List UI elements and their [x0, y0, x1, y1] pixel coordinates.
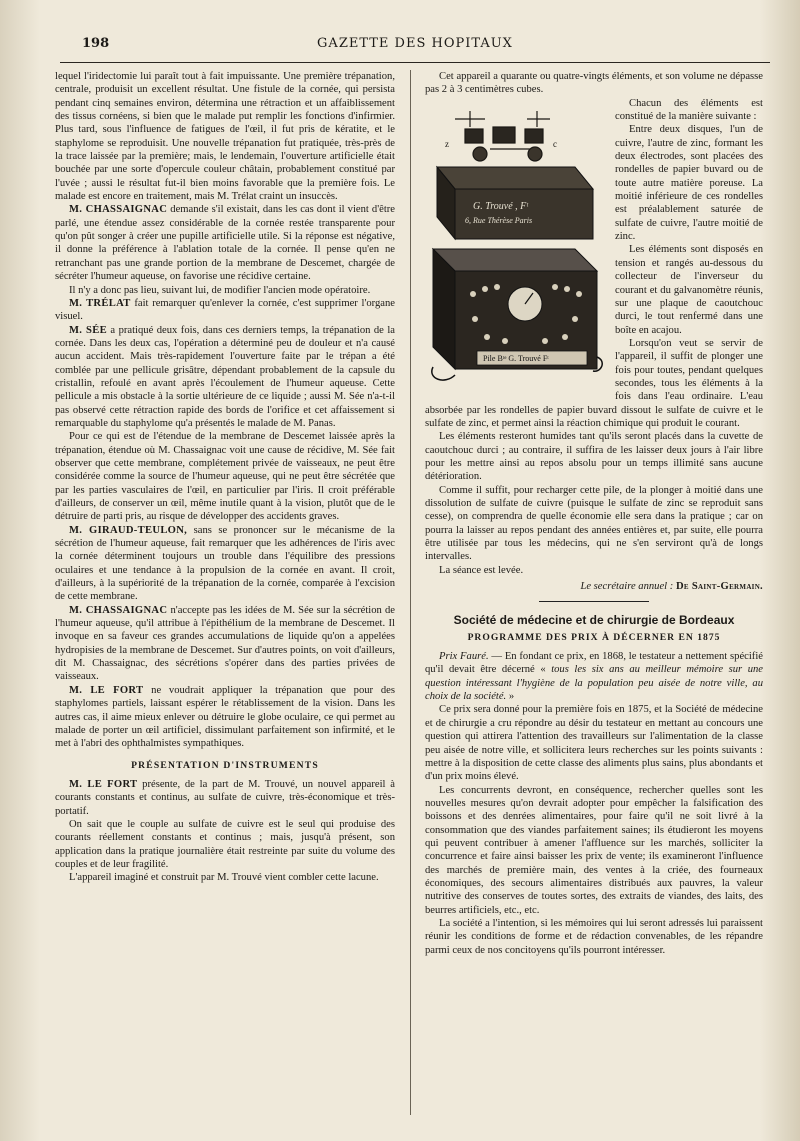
paragraph: Les concurrents devront, en conséquence, rechercher quelles sont les nouvelles mesures qu'on devrait adopter pour empêcher la falsification des boissons et des denrées alimentaires, pour faire qu'il ne soit livré à la consommation que des viandes parfaitement saines; ils étudieront les moyens qui peuvent contribuer à amener l'affluence sur les marchés, solliciter la concurrence et faire ainsi baisser les prix de vente; ils examineront l'influence des marchés de première main, des ventes à la criée, des fourneaux économiques, des secours alimentaires distribués aux pauvres, la valeur nutritive des conserves de toutes sortes, des extraits de viandes, des laits, des beurres artificiels, etc., etc. — [425, 784, 763, 916]
paragraph: Les éléments sont disposés en tension et rangés au-dessous du collecteur de l'inverseur du courant et du galvanomètre réunis, sur une plaque de caoutchouc durci, le tout renfermé dans une boîte en acajou. — [615, 244, 763, 336]
separator-rule — [539, 601, 649, 604]
paragraph: Pour ce qui est de l'étendue de la membrane de Descemet laissée après la trépanation, étendue où M. Chassaignac voit une cause de récidive, M. Sée fait observer que cette membrane, complétement privée de vaisseaux, ne peut être considérée comme la source de l'humeur aqueuse, qui ne peut être sécrétée que par les parties vasculaires de l'œil, en particulier par l'iris. Il croit préférable d'ailleurs, de conserver un œil, même inutile quant à la vision, plutôt que de le détruire de parti pris, au risque de développer des accidents graves. — [55, 431, 395, 523]
paragraph-text: » — [506, 691, 515, 703]
paragraph-text: n'accepte pas les idées de M. Sée sur la sécrétion de l'humeur aqueuse, qu'il attribue à l'épithélium de la membrane de Descemet. Il invoque en sa faveur ces grandes accumulations de liquide qu'on a appelées hydropisies de la membrane de Descemet. Sur d'autres points, on voit d'ailleurs, dit M. Chassaignac, des sécrétions s'opérer dans des parties privées de vaisseaux. — [55, 604, 395, 683]
page-header — [60, 28, 770, 63]
paragraph-text: sans se prononcer sur le mécanisme de la sécrétion de l'humeur aqueuse, fait remarquer que les adhérences de l'iris avec la cornée déterminent toujours un trouble dans l'équilibre des pressions oculaires et une tendance à la propulsion de la cornée en avant. Il croit, d'ailleurs, à la supériorité de la trépanation de la cornée, comparée à l'excision de cette membrane. — [55, 524, 395, 603]
speaker-name: M. CHASSAIGNAC — [69, 604, 168, 616]
paragraph: lequel l'iridectomie lui paraît tout à fait impuissante. Une première trépanation, centrale, produisit un excellent résultat. Une fistule de la cornée, qui persista pendant cinq semaines environ, détermina une rétraction et un affaiblissement des tissus cornéens, si bien que le malade put remplir les fonctions d'infirmier. Plus tard, sous l'influence de fatigues de l'œil, il fut pris de kératite, et le staphylome se reproduisit. Une nouvelle trépanation fut pratiquée, très-près de la trace laissée par la première; mais, le lendemain, l'ouverture artificielle était bouchée par une sorte d'opercule couleur châtain, probablement constitué par l'uvée ; aussi le résultat fut-il bien moins favorable que la première fois. Le malade est encore en traitement, mais M. Trélat craint un insuccès. — [55, 71, 395, 203]
page-number: 198 — [82, 36, 110, 51]
svg-text:c: c — [553, 138, 557, 149]
paragraph-text: — En fondant ce prix, en 1868, le testateur a nettement spécifié qu'il devait être décerné « — [425, 651, 763, 676]
signature-label: Le secrétaire annuel : — [580, 581, 676, 593]
paragraph-text: a pratiqué deux fois, dans ces derniers temps, la trépanation de la cornée. Dans les deux cas, l'opération a déterminé peu de douleur et n'a causé aucun accident. Mais très-rapidement l'ouverture faite par le trépan a été comblée par une pellicule grisâtre, dépendant probablement de la capsule du cristallin, refoulé en avant après l'écoulement de l'humeur aqueuse. Cette pellicule a mis obstacle à la sortie ultérieure de ce liquide ; aussi M. Sée n'a-t-il pas observé cette rétraction rapide des bords de l'orifice et cet affaissement si remarquable du staphylome qu'a présentés le malade de M. Panas. — [55, 324, 395, 429]
paragraph: Cet appareil a quarante ou quatre-vingts éléments, et son volume ne dépasse pas 2 à 3 centimètres cubes. — [425, 71, 763, 96]
speaker-name: M. SÉE — [69, 324, 107, 336]
left-column — [55, 70, 395, 885]
speaker-name: M. LE FORT — [69, 778, 138, 790]
paragraph-text: fait remarquer qu'enlever la cornée, c'est supprimer l'organe visuel. — [55, 297, 395, 323]
paragraph-text: ne voudrait appliquer la trépanation que pour des staphylomes partiels, laissant espérer le rétablissement de la vision. Dans les autres cas, il aime mieux enlever ou détruire le globe oculaire, ce qui permet au malade de porter un œil artificiel, dissimulant parfaitement son infirmité, et le met à l'abri des ophthalmistes sympathiques. — [55, 684, 395, 750]
battery-engraving — [425, 99, 607, 389]
society-title: Société de médecine et de chirurgie de Bordeaux — [453, 613, 735, 628]
paragraph — [55, 524, 395, 604]
paragraph — [55, 778, 395, 818]
paragraph — [55, 604, 395, 684]
speaker-name: M. CHASSAIGNAC — [69, 204, 168, 216]
paragraph: La séance est levée. — [439, 564, 524, 576]
paragraph: Il n'y a donc pas lieu, suivant lui, de modifier l'ancien mode opératoire. — [69, 284, 371, 296]
paragraph: Chacun des éléments est constitué de la manière suivante : — [615, 97, 763, 123]
paragraph — [425, 650, 763, 703]
running-title: GAZETTE DES HOPITAUX — [317, 36, 513, 51]
paragraph: L'appareil imaginé et construit par M. Trouvé vient combler cette lacune. — [69, 872, 379, 884]
paragraph — [55, 203, 395, 283]
paragraph-text: demande s'il existait, dans les cas dont il vient d'être parlé, une étendue assez considérable de la cornée restée transparente pour qu'on pût songer à créer une pupille artificielle utile. Si la réponse est négative, il donne la préférence à l'ablation totale de la cornée. Il pense qu'en ne retranchant pas une grande portion de la membrane de Descemet, chargée de sécréter l'humeur aqueuse, on favorise une récidive certaine. — [55, 204, 395, 283]
paragraph: La société a l'intention, si les mémoires qui lui seront adressés lui paraissent réunir les conditions de forme et de rédaction convenables, de les répandre parmi ceux de nos concitoyens qu'ils pourront intéresser. — [425, 917, 763, 956]
paragraph: Comme il suffit, pour recharger cette pile, de la plonger à moitié dans une dissolution de sulfate de cuivre (puisque le sulfate de zinc se reproduit sans cesse), on comprendra de quelle économie elle sera dans la pratique ; car on pourra la laisser au repos pendant des années entières et, par suite, elle pourra être utilisée par tous les médecins, qui ne s'en serviront qu'à de longs intervalles. — [425, 484, 763, 563]
right-column — [425, 70, 763, 957]
program-title: PROGRAMME DES PRIX À DÉCERNER EN 1875 — [467, 631, 721, 643]
svg-text:z: z — [445, 138, 449, 149]
paragraph — [55, 324, 395, 431]
box-label-line2: 6, Rue Thérèse Paris — [465, 215, 533, 225]
battery-illustration — [425, 99, 607, 389]
box-label-line1: G. Trouvé , Fᵗ — [473, 200, 528, 212]
speaker-name: M. GIRAUD-TEULON, — [69, 524, 188, 536]
signature — [425, 580, 763, 593]
speaker-name: M. TRÉLAT — [69, 297, 131, 309]
paragraph: Ce prix sera donné pour la première fois en 1875, et la Société de médecine et de chirurgie a cru répondre au désir du testateur en mettant au concours une question qui attirera l'attention des travailleurs sur l'alimentation de la classe peu aisée de notre ville, et sollicitera leurs recherches sur les points suivants : mettre à la disposition de cette classe des aliments plus sains, plus abondants et d'un prix moins élevé. — [425, 704, 763, 783]
paragraph: Les éléments resteront humides tant qu'ils seront placés dans la cuvette de caoutchouc durci ; au contraire, il suffira de les laisser deux jours à l'air libre pour les mettre ainsi au repos absolu pour un temps illimité sans aucune détérioration. — [425, 431, 763, 483]
column-divider — [410, 70, 411, 1115]
paragraph-text: présente, de la part de M. Trouvé, un nouvel appareil à courants constants et continus, au sulfate de cuivre, très-économique et très-portatif. — [55, 778, 395, 817]
prize-label: Prix Fauré. — [439, 651, 489, 663]
paragraph — [55, 684, 395, 751]
paragraph: Entre deux disques, l'un de cuivre, l'autre de zinc, formant les deux électrodes, sont placées des rondelles de papier buvard ou de toute autre matière poreuse. La moitié inférieure de ces rondelles est préalablement saturée de sulfate de cuivre, l'autre moitié de zinc. — [615, 124, 763, 243]
speaker-name: M. LE FORT — [69, 684, 144, 696]
quoted-text: tous les six ans au meilleur mémoire sur une question intéressant l'hygiène de la population peu aisée de notre ville, au choix de la société. — [425, 664, 763, 703]
section-title: PRÉSENTATION D'INSTRUMENTS — [131, 759, 319, 771]
signature-name: De Saint-Germain. — [675, 581, 763, 593]
plate-label: Pile Bᵗᵉ G. Trouvé Fᵗ — [483, 353, 549, 363]
paragraph — [55, 297, 395, 324]
paragraph: On sait que le couple au sulfate de cuivre est le seul qui produise des courants réellement constants et continus ; mais, jusqu'à présent, son application dans la pratique journalière était restreinte par suite du volume des couples et de leur fragilité. — [55, 818, 395, 870]
paragraph: Lorsqu'on veut se servir de l'appareil, il suffit de plonger une fois pour toutes, pendant quelques secondes, tous les éléments à la fois dans l'eau ordinaire. L'eau absorbée par les rondelles de papier buvard dissout le sulfate de cuivre et le sulfate de zinc, et permet ainsi la réaction chimique qui produit le courant. — [425, 337, 763, 429]
